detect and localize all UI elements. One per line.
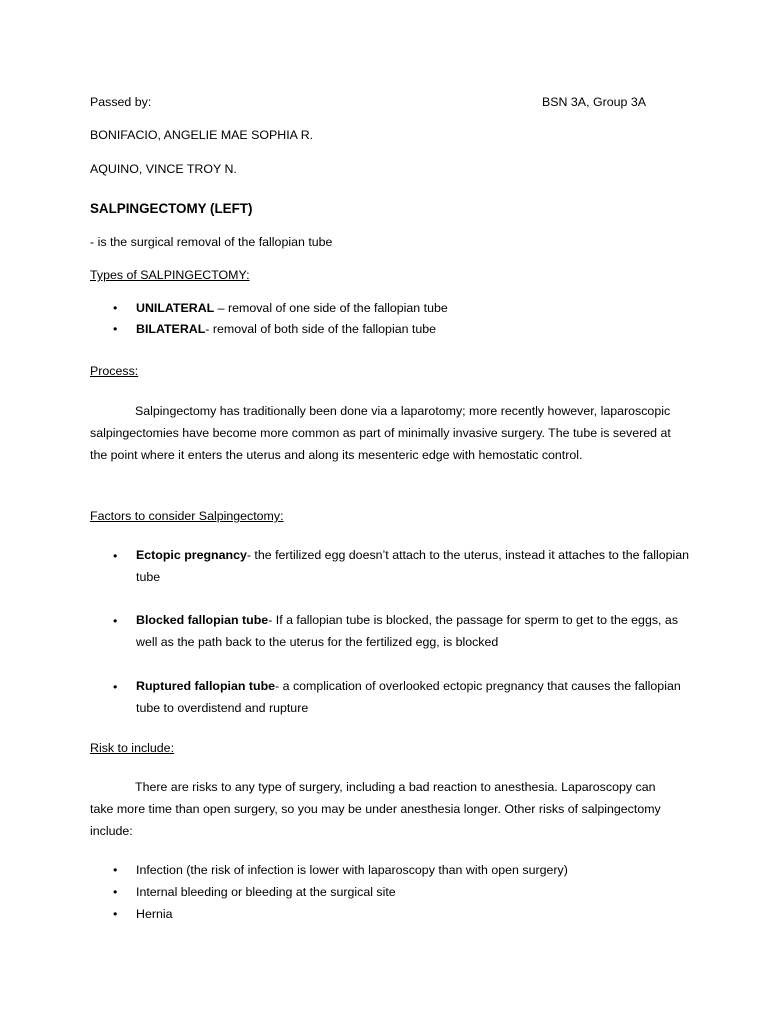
- definition-text: - is the surgical removal of the fallopian tube: [90, 235, 333, 249]
- list-item: Infection (the risk of infection is lower with laparoscopy than with open surgery): [136, 863, 568, 877]
- types-heading: Types of SALPINGECTOMY:: [90, 268, 250, 282]
- author-name: AQUINO, VINCE TROY N.: [90, 162, 237, 176]
- list-item: [136, 318, 696, 340]
- list-item: Hernia: [136, 907, 173, 921]
- bullet-icon: •: [113, 863, 118, 877]
- list-item-desc: - a complication of overlooked ectopic pregnancy that causes the fallopian tube to overdistend and rupture: [136, 679, 681, 715]
- bullet-icon: •: [113, 907, 118, 921]
- bullet-icon: •: [113, 322, 118, 336]
- document-title: SALPINGECTOMY (LEFT): [90, 201, 253, 216]
- list-item: [136, 297, 696, 319]
- bullet-icon: •: [113, 549, 118, 563]
- bullet-icon: •: [113, 680, 118, 694]
- passed-by-label: Passed by:: [90, 95, 152, 109]
- list-item: [136, 675, 696, 719]
- risks-paragraph-text: There are risks to any type of surgery, including a bad reaction to anesthesia. Laparoscopy can take more time than open surgery, so you may be under anesthesia longer. Other risks of salpingectomy include:: [90, 780, 661, 838]
- list-item-term: Ectopic pregnancy: [136, 548, 247, 562]
- section-label: BSN 3A, Group 3A: [542, 95, 646, 109]
- list-item-desc: - the fertilized egg doesn’t attach to the uterus, instead it attaches to the fallopian tube: [136, 548, 690, 584]
- list-item-term: Ruptured fallopian tube: [136, 679, 276, 693]
- risks-heading: Risk to include:: [90, 741, 175, 755]
- list-item-desc: - removal of both side of the fallopian tube: [205, 322, 437, 336]
- list-item-term: BILATERAL: [136, 322, 206, 336]
- author-name: BONIFACIO, ANGELIE MAE SOPHIA R.: [90, 128, 314, 142]
- list-item: [136, 544, 696, 588]
- bullet-icon: •: [113, 614, 118, 628]
- list-item: Internal bleeding or bleeding at the surgical site: [136, 885, 396, 899]
- list-item: [136, 609, 696, 653]
- process-heading: Process:: [90, 364, 139, 378]
- list-item-desc: - If a fallopian tube is blocked, the passage for sperm to get to the eggs, as well as the path back to the uterus for the fertilized egg, is blocked: [136, 613, 679, 649]
- list-item-desc: – removal of one side of the fallopian tube: [214, 301, 448, 315]
- process-paragraph: [90, 400, 680, 466]
- factors-heading: Factors to consider Salpingectomy:: [90, 509, 284, 523]
- bullet-icon: •: [113, 885, 118, 899]
- bullet-icon: •: [113, 301, 118, 315]
- list-item-term: UNILATERAL: [136, 301, 215, 315]
- risks-paragraph: [90, 776, 680, 842]
- process-paragraph-text: Salpingectomy has traditionally been done via a laparotomy; more recently however, laparoscopic salpingectomies have become more common as part of minimally invasive surgery. The tube is severed at the point where it enters the uterus and along its mesenteric edge with hemostatic control.: [90, 404, 671, 462]
- list-item-term: Blocked fallopian tube: [136, 613, 269, 627]
